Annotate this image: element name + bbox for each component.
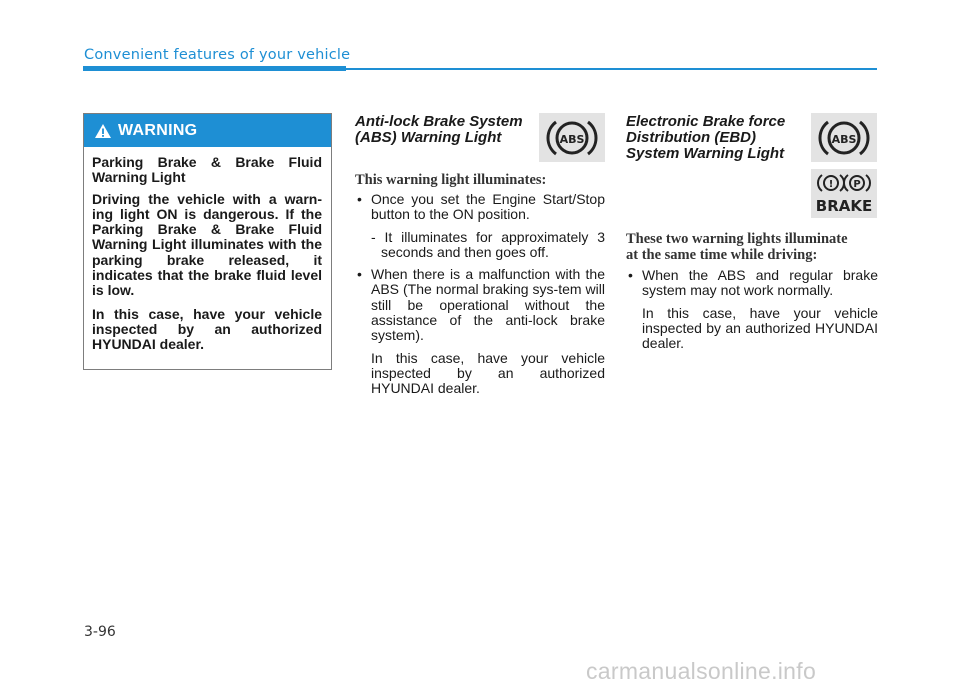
warning-header bbox=[84, 114, 331, 147]
ebd-followup: In this case, have your vehicle inspected by an authorized HYUNDAI dealer. bbox=[642, 304, 878, 352]
warning-paragraph-2: In this case, have your vehicle inspected by an authorized HYUNDAI dealer. bbox=[92, 305, 322, 353]
ebd-abs-warning-icon bbox=[811, 113, 877, 162]
section-header-title: Convenient features of your vehicle bbox=[84, 47, 351, 63]
abs-icon-label: ABS bbox=[559, 132, 585, 146]
brake-icon-label: BRAKE bbox=[815, 196, 873, 215]
brake-light-icon bbox=[813, 171, 875, 217]
abs-body bbox=[355, 192, 605, 404]
ebd-body bbox=[626, 268, 878, 358]
warning-body bbox=[84, 147, 331, 353]
warning-paragraph-1: Driving the vehicle with a warn-ing light ON is dangerous. If the Parking Brake & Brake Fluid Warning Light illuminates with the parking brake released, it indicates that the brake fluid level is low. bbox=[92, 190, 322, 299]
abs-heading-line-2: (ABS) Warning Light bbox=[355, 129, 502, 146]
ebd-heading-line-3: System Warning Light bbox=[626, 145, 785, 162]
ebd-subheading bbox=[626, 231, 878, 263]
ebd-heading bbox=[626, 114, 811, 162]
abs-bullet-1: • Once you set the Engine Start/Stop button to the ON position. bbox=[355, 192, 605, 223]
abs-heading-line-1: Anti-lock Brake System bbox=[355, 113, 523, 130]
header-rule-thin bbox=[346, 68, 877, 70]
abs-light-icon bbox=[814, 116, 874, 160]
warning-label: WARNING bbox=[118, 121, 198, 139]
ebd-heading-line-1: Electronic Brake force bbox=[626, 113, 786, 130]
abs-dash-1: - It illuminates for approximately 3 seconds and then goes off. bbox=[371, 228, 605, 260]
warning-box bbox=[83, 113, 332, 370]
watermark: carmanualsonline.info bbox=[586, 658, 817, 684]
abs-warning-icon bbox=[539, 113, 605, 162]
ebd-subheading-line-1: These two warning lights illuminate bbox=[626, 231, 848, 247]
ebd-subheading-line-2: at the same time while driving: bbox=[626, 247, 818, 263]
ebd-heading-line-2: Distribution (EBD) bbox=[626, 129, 756, 146]
ebd-abs-icon-label: ABS bbox=[831, 132, 857, 146]
brake-warning-icon bbox=[811, 169, 877, 218]
page-number: 3-96 bbox=[84, 624, 116, 640]
abs-light-icon bbox=[542, 116, 602, 160]
abs-bullet-2: • When there is a malfunction with the ABS (The normal braking sys-tem will still be operational without the assistance of the anti-lock brake system). bbox=[355, 267, 605, 343]
svg-text:P: P bbox=[853, 178, 861, 190]
warning-title: Parking Brake & Brake Fluid Warning Light bbox=[92, 154, 322, 186]
warning-triangle-icon bbox=[94, 123, 112, 139]
abs-heading bbox=[355, 114, 540, 146]
svg-text:!: ! bbox=[828, 178, 834, 190]
header-rule-thick bbox=[83, 66, 346, 71]
abs-subheading: This warning light illuminates: bbox=[355, 172, 547, 188]
ebd-bullet-1: • When the ABS and regular brake system may not work normally. bbox=[626, 268, 878, 299]
abs-followup: In this case, have your vehicle inspected by an authorized HYUNDAI dealer. bbox=[371, 349, 605, 397]
